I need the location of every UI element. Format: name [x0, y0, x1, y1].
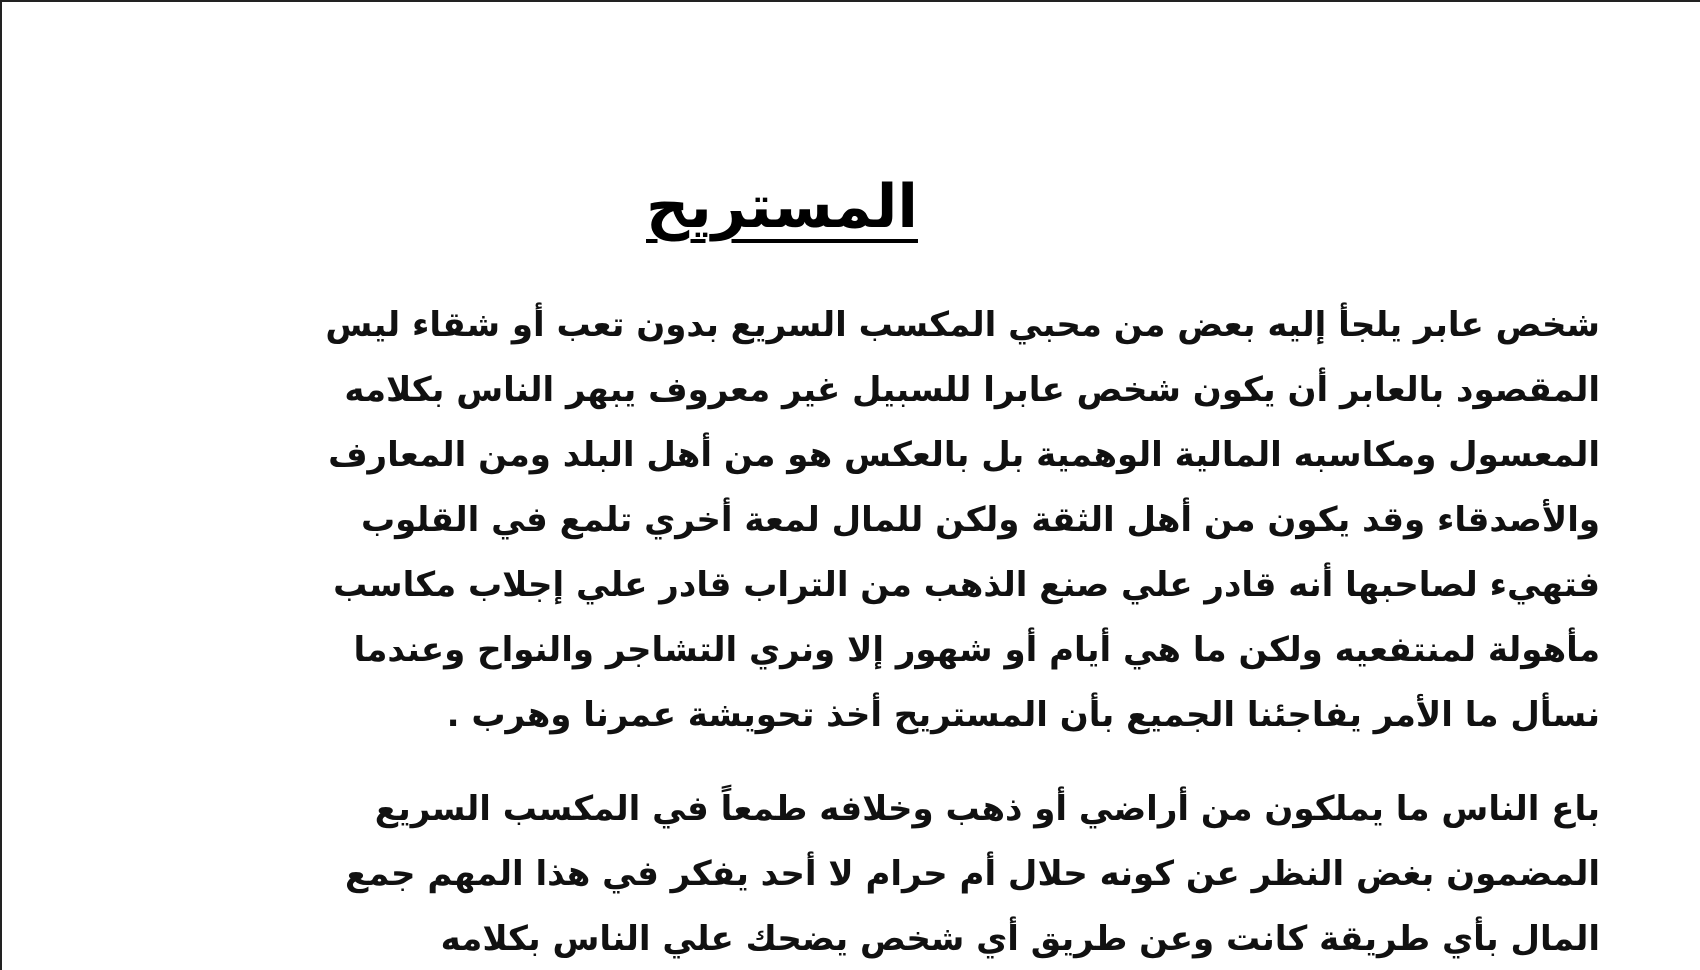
document-title: المستريح — [646, 172, 918, 242]
paragraph-2 — [240, 777, 1600, 970]
text-line: المقصود بالعابر أن يكون شخص عابرا للسبيل غير معروف يبهر الناس بكلامه — [344, 370, 1600, 410]
paragraph-1 — [240, 293, 1600, 748]
text-line: فتهيء لصاحبها أنه قادر علي صنع الذهب من التراب قادر علي إجلاب مكاسب — [333, 565, 1600, 605]
text-line: باع الناس ما يملكون من أراضي أو ذهب وخلافه طمعاً في المكسب السريع — [374, 789, 1600, 829]
text-line: نسأل ما الأمر يفاجئنا الجميع بأن المستريح أخذ تحويشة عمرنا وهرب . — [446, 695, 1600, 735]
text-line: مأهولة لمنتفعيه ولكن ما هي أيام أو شهور إلا ونري التشاجر والنواح وعندما — [353, 630, 1600, 670]
document-title-block — [2, 167, 1700, 247]
text-line: والأصدقاء وقد يكون من أهل الثقة ولكن للمال لمعة أخري تلمع في القلوب — [361, 500, 1600, 540]
text-line: المعسول ومكاسبه المالية الوهمية بل بالعكس هو من أهل البلد ومن المعارف — [328, 435, 1600, 475]
text-line: المضمون بغض النظر عن كونه حلال أم حرام لا أحد يفكر في هذا المهم جمع — [344, 854, 1600, 894]
text-line: المال بأي طريقة كانت وعن طريق أي شخص يضحك علي الناس بكلامه — [440, 919, 1600, 959]
text-line: شخص عابر يلجأ إليه بعض من محبي المكسب السريع بدون تعب أو شقاء ليس — [325, 305, 1600, 345]
